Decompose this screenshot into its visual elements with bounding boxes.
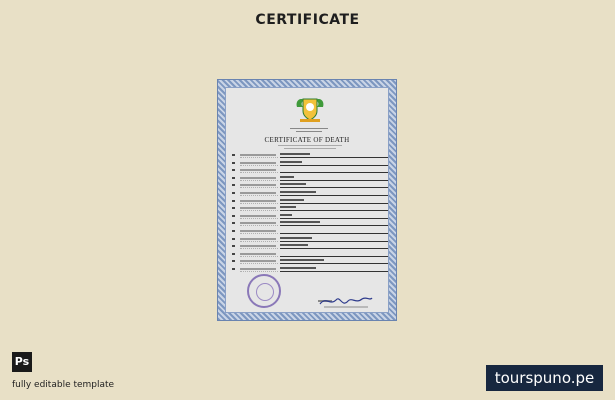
field-rule xyxy=(280,187,388,188)
field-dots xyxy=(240,172,278,173)
field-rule xyxy=(280,172,388,173)
field-lbl xyxy=(240,268,276,270)
field-num xyxy=(232,200,235,202)
header-line xyxy=(290,128,328,129)
field-dots xyxy=(240,218,278,219)
field-lbl xyxy=(240,222,276,224)
field-value xyxy=(280,244,308,246)
coat-of-arms-icon xyxy=(294,93,326,125)
field-lbl xyxy=(240,184,276,186)
signature-icon xyxy=(318,292,374,310)
field-rule xyxy=(280,157,388,158)
field-num xyxy=(232,215,235,217)
field-dots xyxy=(240,241,278,242)
field-dots xyxy=(240,187,278,188)
field-value xyxy=(280,237,312,239)
field-dots xyxy=(240,271,278,272)
field-num xyxy=(232,207,235,209)
certificate-field-row xyxy=(232,268,388,276)
field-dots xyxy=(240,263,278,264)
field-value xyxy=(280,214,292,216)
field-num xyxy=(232,268,235,270)
field-lbl xyxy=(240,253,276,255)
field-num xyxy=(232,177,235,179)
certificate-paper xyxy=(225,87,389,313)
field-rule xyxy=(280,195,388,196)
certificate-heading: CERTIFICATE OF DEATH xyxy=(264,136,350,144)
field-rule xyxy=(280,233,388,234)
field-num xyxy=(232,245,235,247)
field-dots xyxy=(240,165,278,166)
field-lbl xyxy=(240,169,276,171)
header-line xyxy=(296,131,322,132)
field-dots xyxy=(240,157,278,158)
official-seal xyxy=(247,274,281,308)
field-dots xyxy=(240,248,278,249)
field-rule xyxy=(280,180,388,181)
field-lbl xyxy=(240,230,276,232)
field-lbl xyxy=(240,260,276,262)
field-dots xyxy=(240,195,278,196)
editable-template-note: fully editable template xyxy=(12,380,115,390)
field-value xyxy=(280,191,316,193)
field-rule xyxy=(280,263,388,264)
field-lbl xyxy=(240,207,276,209)
field-lbl xyxy=(240,215,276,217)
field-value xyxy=(280,161,302,163)
field-lbl xyxy=(240,245,276,247)
field-num xyxy=(232,230,235,232)
brand-logo[interactable]: tourspuno.pe xyxy=(486,365,603,391)
field-rule xyxy=(280,256,388,257)
field-dots xyxy=(240,233,278,234)
field-num xyxy=(232,222,235,224)
page-title: CERTIFICATE xyxy=(255,12,360,28)
field-num xyxy=(232,238,235,240)
field-value xyxy=(280,199,304,201)
field-dots xyxy=(240,180,278,181)
field-lbl xyxy=(240,200,276,202)
photoshop-icon: Ps xyxy=(12,352,32,372)
field-lbl xyxy=(240,238,276,240)
field-num xyxy=(232,154,235,156)
field-dots xyxy=(240,225,278,226)
field-rule xyxy=(280,241,388,242)
field-dots xyxy=(240,210,278,211)
field-num xyxy=(232,260,235,262)
subheading-line xyxy=(278,145,342,146)
field-value xyxy=(280,267,316,269)
field-rule xyxy=(280,271,388,272)
field-num xyxy=(232,184,235,186)
field-value xyxy=(280,221,320,223)
field-dots xyxy=(240,203,278,204)
field-rule xyxy=(280,218,388,219)
field-lbl xyxy=(240,177,276,179)
field-rule xyxy=(280,225,388,226)
certificate-preview xyxy=(217,79,397,321)
field-lbl xyxy=(240,192,276,194)
field-num xyxy=(232,162,235,164)
field-rule xyxy=(280,203,388,204)
field-value xyxy=(280,153,310,155)
field-num xyxy=(232,253,235,255)
field-rule xyxy=(280,248,388,249)
field-dots xyxy=(240,256,278,257)
field-value xyxy=(280,183,306,185)
field-rule xyxy=(280,165,388,166)
field-num xyxy=(232,169,235,171)
subheading-line xyxy=(284,148,336,149)
field-num xyxy=(232,192,235,194)
field-value xyxy=(280,206,296,208)
field-value xyxy=(280,176,294,178)
field-lbl xyxy=(240,162,276,164)
field-value xyxy=(280,259,324,261)
field-lbl xyxy=(240,154,276,156)
field-rule xyxy=(280,210,388,211)
